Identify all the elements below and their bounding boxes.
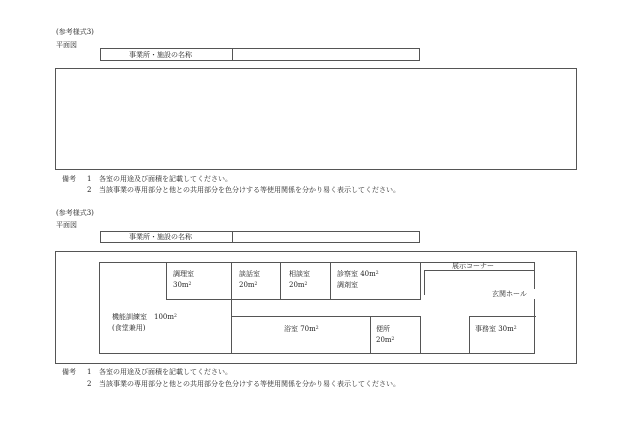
wall xyxy=(330,262,331,300)
wall xyxy=(280,262,281,300)
facility-name-table-top xyxy=(100,48,420,61)
facility-name-label: 事業所・施設の名称 xyxy=(129,51,192,59)
room-bath-name: 浴室 $70m^2$ xyxy=(284,325,319,333)
room-consult-area: $20m^2$ xyxy=(289,281,308,289)
facility-name-table-example xyxy=(100,231,420,243)
note-number: 2 xyxy=(87,186,92,194)
wall xyxy=(420,316,421,354)
divider xyxy=(232,232,233,242)
room-toilet-area: $20m^2$ xyxy=(376,336,395,344)
wall xyxy=(469,316,536,317)
plan-label-top: 平面図 xyxy=(56,41,77,49)
room-cooking-area: $30m^2$ xyxy=(173,281,192,289)
room-talk-area: $20m^2$ xyxy=(239,281,258,289)
note-number: 1 xyxy=(87,175,92,183)
room-office-name: 事務室 $30m^2$ xyxy=(475,325,517,333)
facility-name-label: 事業所・施設の名称 xyxy=(129,233,192,241)
room-toilet-name: 便所 xyxy=(376,325,390,333)
notes-heading-top: 備考 xyxy=(62,175,76,183)
room-cooking-name: 調理室 xyxy=(173,270,194,278)
wall xyxy=(231,316,420,317)
room-display-name: 展示コーナー xyxy=(452,262,494,270)
room-training-name: 機能訓練室 $100m^2$ xyxy=(112,313,177,321)
form-label-example: (参考様式3) xyxy=(56,209,94,217)
room-talk-name: 談話室 xyxy=(239,270,260,278)
room-pharmacy-name: 調剤室 xyxy=(337,281,358,289)
form-label-top: (参考様式3) xyxy=(56,28,94,36)
divider xyxy=(232,49,233,60)
wall xyxy=(469,316,470,354)
note-text: 当該事業の専用部分と他との共用部分を色分けする等使用関係を分かり易く表示してください。 xyxy=(99,186,400,194)
wall xyxy=(166,262,167,300)
notes-heading-example: 備考 xyxy=(62,368,76,376)
room-consult-name: 相談室 xyxy=(289,270,310,278)
wall xyxy=(420,262,421,300)
room-exam-name: 診察室 $40m^2$ xyxy=(337,270,379,278)
floor-plan-area-top xyxy=(55,68,577,170)
room-hall-name: 玄関ホール xyxy=(492,290,527,298)
wall xyxy=(370,316,371,354)
room-training-note: (食堂兼用) xyxy=(112,324,146,332)
wall xyxy=(231,262,232,354)
note-text: 当該事業の専用部分と他との共用部分を色分けする等使用関係を分かり易く表示してください。 xyxy=(99,380,400,388)
plan-label-example: 平面図 xyxy=(56,221,77,229)
note-text: 各室の用途及び面積を記載してください。 xyxy=(99,368,232,376)
note-text: 各室の用途及び面積を記載してください。 xyxy=(99,175,232,183)
wall xyxy=(166,299,420,300)
door-gap xyxy=(534,289,536,299)
note-number: 2 xyxy=(87,380,92,388)
wall xyxy=(424,270,535,271)
wall xyxy=(424,270,425,295)
note-number: 1 xyxy=(87,368,92,376)
